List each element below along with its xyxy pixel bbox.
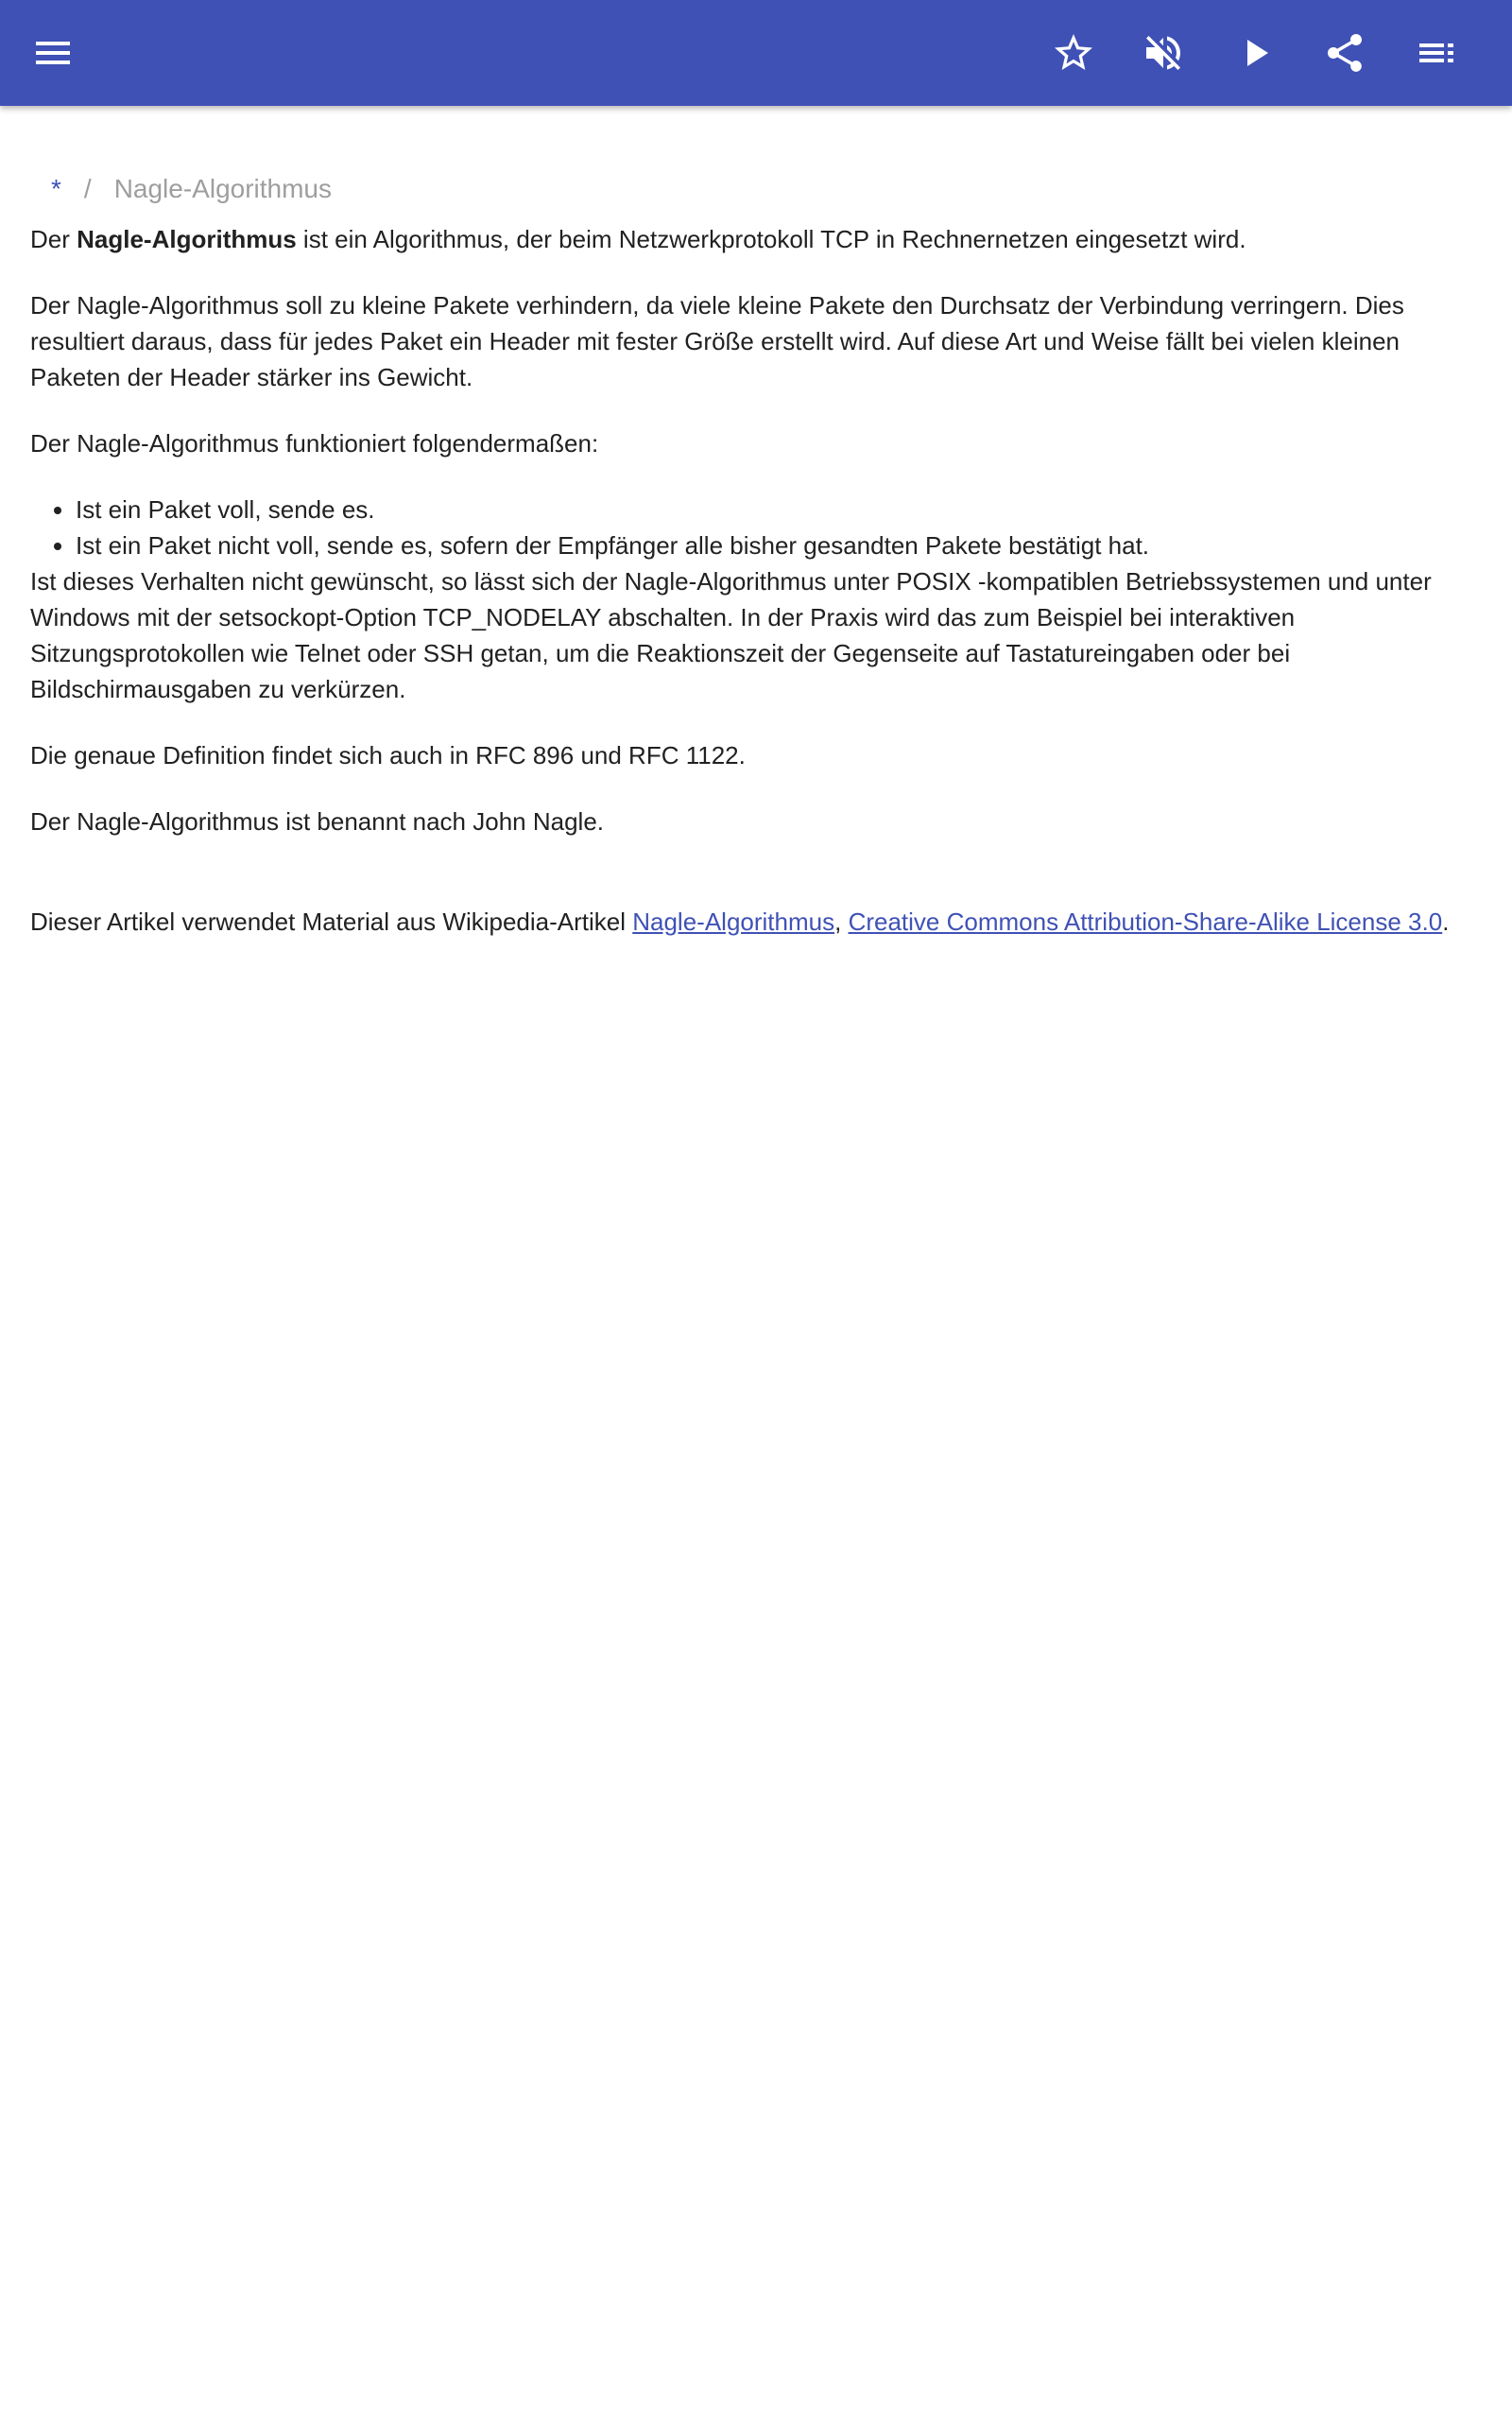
volume-off-icon — [1141, 30, 1186, 76]
breadcrumb — [30, 168, 1482, 210]
footer-prefix: Dieser Artikel verwendet Material aus Wikipedia-Artikel — [30, 908, 633, 936]
list-item: • Ist ein Paket nicht voll, sende es, sofern der Empfänger alle bisher gesandten Pakete bestätigt hat. — [76, 527, 1482, 563]
star-outline-icon — [1051, 30, 1096, 76]
breadcrumb-current: Nagle-Algorithmus — [113, 174, 333, 203]
contents-button[interactable] — [1399, 15, 1474, 91]
bullet-list — [30, 492, 1482, 563]
menu-button[interactable] — [15, 15, 91, 91]
intro-paragraph — [30, 221, 1482, 257]
share-icon — [1322, 30, 1367, 76]
paragraph-1: Der Nagle-Algorithmus soll zu kleine Pakete verhindern, da viele kleine Pakete den Durchsatz der Verbindung verringern. Dies resultiert daraus, dass für jedes Paket ein Header mit fester Größe erstellt wird. Auf diese Art und Weise fällt bei vielen kleinen Paketen der Header stärker ins Gewicht. — [30, 291, 1404, 391]
playlist-icon — [1414, 30, 1459, 76]
intro-prefix: Der — [30, 225, 77, 253]
footer-comma: , — [834, 908, 849, 936]
play-icon — [1232, 30, 1278, 76]
footer-suffix: . — [1442, 908, 1450, 936]
bookmark-button[interactable] — [1036, 15, 1111, 91]
intro-bold-term: Nagle-Algorithmus — [77, 225, 297, 253]
breadcrumb-home-link[interactable]: * — [51, 174, 61, 203]
wikipedia-article-link[interactable]: Nagle-Algorithmus — [632, 908, 835, 936]
list-item: • Ist ein Paket voll, sende es. — [76, 492, 1482, 527]
article-content — [30, 106, 1482, 940]
intro-suffix: ist ein Algorithmus, der beim Netzwerkprotokoll TCP in Rechnernetzen eingesetzt wird. — [296, 225, 1246, 253]
license-link[interactable]: Creative Commons Attribution-Share-Alike License 3.0 — [848, 908, 1443, 936]
attribution-footer — [30, 904, 1482, 940]
breadcrumb-separator: / — [83, 174, 92, 203]
paragraph-2: Der Nagle-Algorithmus funktioniert folgendermaßen: — [30, 429, 599, 458]
app-toolbar — [0, 0, 1512, 106]
paragraph-3: Ist dieses Verhalten nicht gewünscht, so lässt sich der Nagle-Algorithmus unter POSIX -kompatiblen Betriebssystemen und unter Windows mit der setsockopt-Option TCP_NODELAY abschalten. In der Praxis wird das zum Beispiel bei interaktiven Sitzungsprotokollen wie Telnet oder SSH getan, um die Reaktionszeit der Gegenseite auf Tastatureingaben oder bei Bildschirmausgaben zu verkürzen. — [30, 567, 1432, 703]
mute-button[interactable] — [1125, 15, 1201, 91]
paragraph-5: Der Nagle-Algorithmus ist benannt nach John Nagle. — [30, 807, 605, 836]
play-button[interactable] — [1217, 15, 1293, 91]
menu-icon — [30, 30, 76, 76]
paragraph-4: Die genaue Definition findet sich auch in RFC 896 und RFC 1122. — [30, 741, 746, 769]
share-button[interactable] — [1307, 15, 1383, 91]
